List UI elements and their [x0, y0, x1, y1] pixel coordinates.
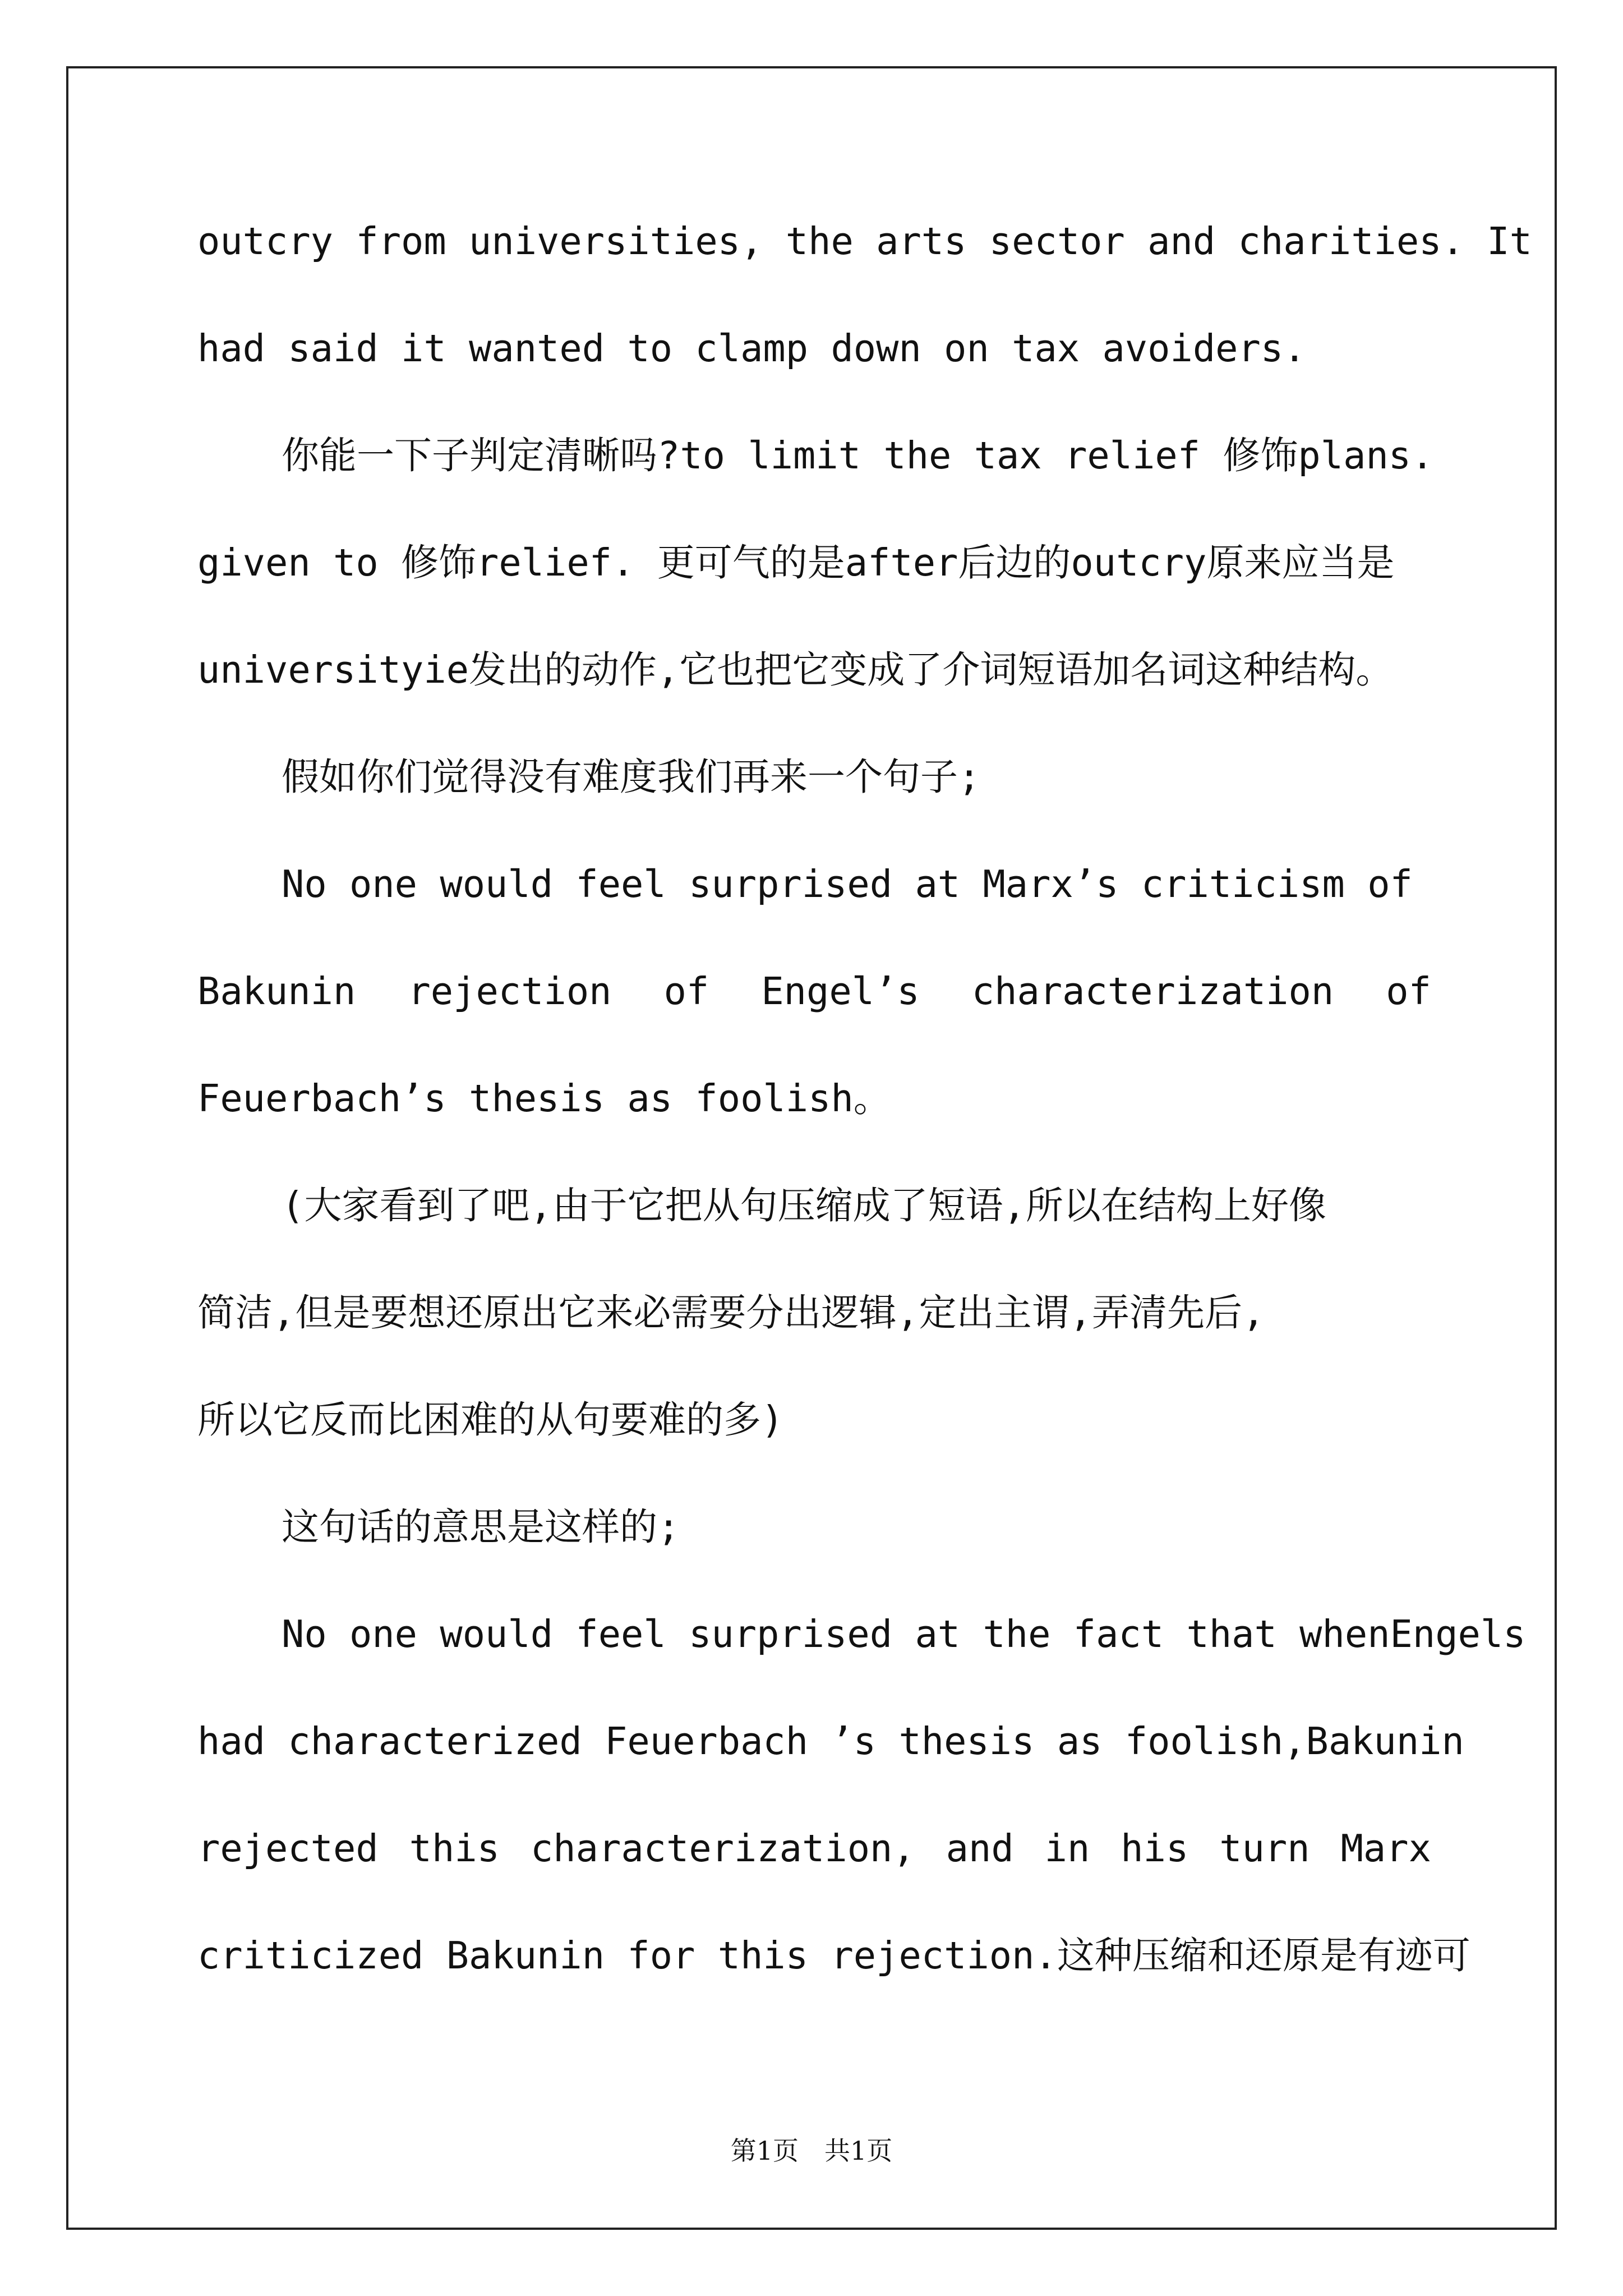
- text-line: had characterized Feuerbach ’s thesis as foolish,Bakunin: [197, 1719, 1464, 1763]
- word: Bakunin: [197, 969, 356, 1013]
- text-line: 简洁,但是要想还原出它来必需要分出逻辑,定出主谓,弄清先后,: [197, 1291, 1265, 1335]
- word: rejected: [197, 1826, 379, 1870]
- document-body: [197, 213, 1532, 2035]
- text-line-justified: [197, 963, 1431, 1070]
- text-line: No one would feel surprised at Marx’s criticism of: [282, 862, 1413, 906]
- word: and: [946, 1826, 1014, 1870]
- word: his: [1121, 1826, 1189, 1870]
- word: of: [663, 969, 709, 1013]
- text-line: (大家看到了吧,由于它把从句压缩成了短语,所以在结构上好像: [282, 1184, 1327, 1227]
- text-line: had said it wanted to clamp down on tax avoiders.: [197, 326, 1306, 370]
- word: characterization,: [530, 1826, 915, 1870]
- word: in: [1044, 1826, 1090, 1870]
- word: rejection: [408, 969, 612, 1013]
- text-line: outcry from universities, the arts sector and charities. It: [197, 219, 1532, 263]
- word: of: [1386, 969, 1431, 1013]
- word: Marx: [1340, 1826, 1431, 1870]
- word: this: [409, 1826, 500, 1870]
- word: Engel’s: [761, 969, 920, 1013]
- text-line: 所以它反而比困难的从句要难的多): [197, 1398, 784, 1442]
- text-line: 这句话的意思是这样的;: [282, 1505, 680, 1549]
- text-line-justified: [197, 1820, 1431, 1927]
- text-line: criticized Bakunin for this rejection.这种压缩和还原是有迹可: [197, 1934, 1470, 1977]
- text-line: 假如你们觉得没有难度我们再来一个句子;: [282, 755, 981, 799]
- page-number-footer: 第1页 共1页: [730, 2136, 893, 2166]
- word: turn: [1219, 1826, 1310, 1870]
- text-line: universityie发出的动作,它也把它变成了介词短语加名词这种结构。: [197, 648, 1394, 692]
- text-line: Feuerbach’s thesis as foolish。: [197, 1076, 891, 1120]
- text-line: No one would feel surprised at the fact that whenEngels: [282, 1612, 1526, 1656]
- text-line: given to 修饰relief. 更可气的是after后边的outcry原来应当是: [197, 541, 1395, 585]
- text-line: 你能一下子判定清晰吗?to limit the tax relief 修饰plans.: [282, 434, 1434, 477]
- word: characterization: [971, 969, 1334, 1013]
